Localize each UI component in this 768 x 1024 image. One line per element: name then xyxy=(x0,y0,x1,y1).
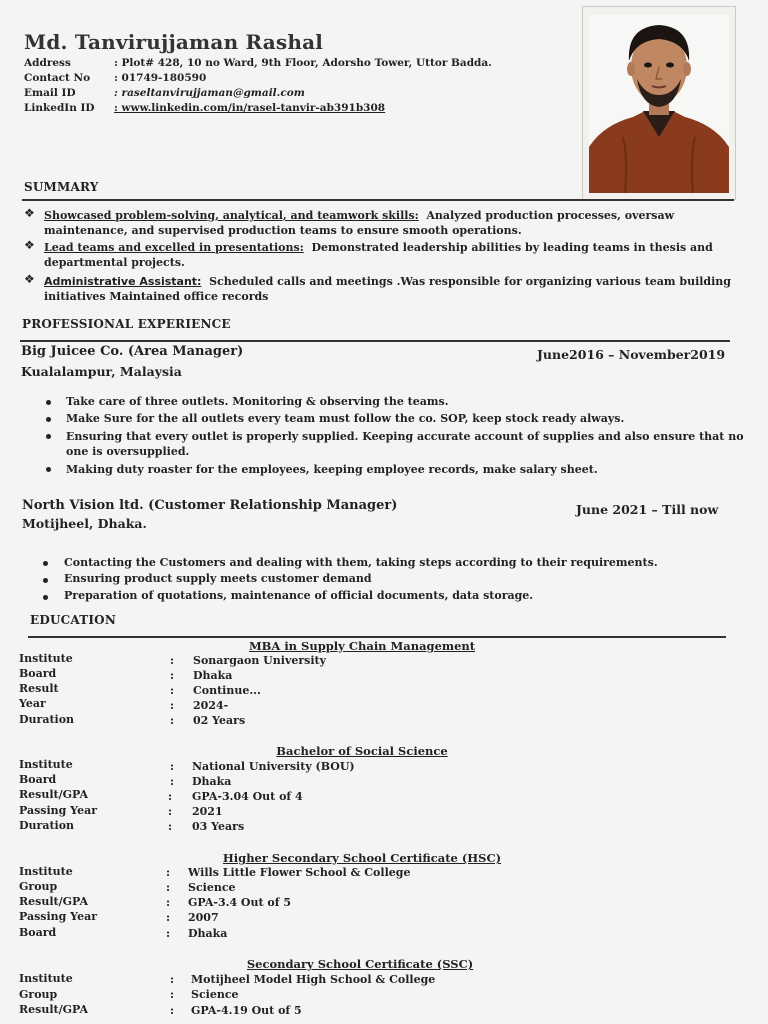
edu-value: 02 Years xyxy=(193,714,246,727)
edu-colon: : xyxy=(166,911,171,924)
summary-rule xyxy=(22,199,734,201)
edu-value: 2007 xyxy=(188,911,219,924)
edu-value: GPA-3.04 Out of 4 xyxy=(192,790,303,803)
edu-value: 2021 xyxy=(192,805,223,818)
degree-title: MBA in Supply Chain Management xyxy=(248,639,476,653)
edu-label: Board xyxy=(19,926,57,939)
edu-value: Science xyxy=(191,988,239,1001)
email-label: Email ID xyxy=(24,87,76,99)
job-bullet: Contacting the Customers and dealing with them, taking steps according to their requirements. xyxy=(64,556,658,569)
summary-item-1: Showcased problem-solving, analytical, and teamwork skills: Analyzed production processes, oversaw xyxy=(44,209,675,222)
edu-colon: : xyxy=(166,927,171,940)
edu-value: Sonargaon University xyxy=(193,654,326,667)
experience-rule xyxy=(20,340,730,342)
edu-value: National University (BOU) xyxy=(192,760,355,773)
job-dates: June2016 – November2019 xyxy=(537,347,726,362)
edu-colon: : xyxy=(166,896,171,909)
linkedin-link[interactable]: : www.linkedin.com/in/rasel-tanvir-ab391b308 xyxy=(114,102,386,114)
edu-colon: : xyxy=(170,760,175,773)
bullet-icon xyxy=(43,595,48,600)
bullet-icon xyxy=(46,417,51,422)
edu-value: Motijheel Model High School & College xyxy=(191,973,436,986)
job-bullet: Making duty roaster for the employees, keeping employee records, make salary sheet. xyxy=(66,463,598,476)
edu-value: Dhaka xyxy=(193,669,233,682)
edu-label: Result/GPA xyxy=(19,895,89,908)
degree-title: Higher Secondary School Certificate (HSC) xyxy=(222,851,502,865)
edu-label: Institute xyxy=(19,652,73,665)
job-title: North Vision ltd. (Customer Relationship Manager) xyxy=(22,498,398,513)
edu-colon: : xyxy=(168,790,173,803)
job-title: Big Juicee Co. (Area Manager) xyxy=(21,344,244,359)
edu-colon: : xyxy=(166,866,171,879)
email-value: : raseltanvirujjaman@gmail.com xyxy=(114,87,305,99)
job-location: Motijheel, Dhaka. xyxy=(22,516,147,531)
edu-colon: : xyxy=(170,973,175,986)
edu-value: Wills Little Flower School & College xyxy=(188,866,411,879)
edu-colon: : xyxy=(168,805,173,818)
job-bullet: Ensuring that every outlet is properly supplied. Keeping accurate account of supplies and also ensure that no xyxy=(66,430,744,443)
edu-label: Result/GPA xyxy=(19,1003,89,1016)
edu-label: Passing Year xyxy=(19,804,98,817)
job-bullet: Take care of three outlets. Monitoring & observing the teams. xyxy=(66,395,449,408)
diamond-bullet-icon: ❖ xyxy=(24,272,35,286)
edu-colon: : xyxy=(170,1004,175,1017)
edu-label: Institute xyxy=(19,972,73,985)
summary-item-3-cont: initiatives Maintained office records xyxy=(44,290,269,303)
edu-value: 03 Years xyxy=(192,820,245,833)
edu-value: 2024- xyxy=(193,699,229,712)
bullet-icon xyxy=(46,467,51,472)
edu-value: Dhaka xyxy=(192,775,232,788)
candidate-name: Md. Tanvirujjaman Rashal xyxy=(24,30,324,54)
degree-title: Secondary School Certificate (SSC) xyxy=(246,957,474,971)
experience-heading: PROFESSIONAL EXPERIENCE xyxy=(22,317,231,331)
edu-label: Result xyxy=(19,682,59,695)
education-heading: EDUCATION xyxy=(30,613,116,627)
bullet-icon xyxy=(46,434,51,439)
job-dates: June 2021 – Till now xyxy=(576,502,719,517)
edu-label: Result/GPA xyxy=(19,788,89,801)
edu-label: Passing Year xyxy=(19,910,98,923)
degree-title: Bachelor of Social Science xyxy=(276,744,448,758)
edu-colon: : xyxy=(170,714,175,727)
edu-value: Dhaka xyxy=(188,927,228,940)
summary-item-3: Administrative Assistant: Scheduled calls and meetings .Was responsible for organizing various team building xyxy=(44,275,731,288)
edu-colon: : xyxy=(168,820,173,833)
contact-label: Contact No xyxy=(24,72,91,84)
person-photo-icon xyxy=(583,7,735,199)
contact-value: : 01749-180590 xyxy=(114,72,207,84)
diamond-bullet-icon: ❖ xyxy=(24,206,35,220)
edu-value: Science xyxy=(188,881,236,894)
edu-colon: : xyxy=(166,881,171,894)
job-bullet: Preparation of quotations, maintenance of official documents, data storage. xyxy=(64,589,534,602)
edu-value: GPA-3.4 Out of 5 xyxy=(188,896,291,909)
edu-label: Year xyxy=(19,697,46,710)
diamond-bullet-icon: ❖ xyxy=(24,238,35,252)
edu-value: Continue... xyxy=(193,684,261,697)
edu-colon: : xyxy=(170,669,175,682)
address-label: Address xyxy=(24,57,71,69)
edu-value: GPA-4.19 Out of 5 xyxy=(191,1004,302,1017)
summary-item-1-cont: maintenance, and supervised production teams to ensure smooth operations. xyxy=(44,224,522,237)
summary-item-2: Lead teams and excelled in presentations: Demonstrated leadership abilities by leading teams in thesis and xyxy=(44,241,713,254)
edu-label: Board xyxy=(19,667,57,680)
job-bullet: Ensuring product supply meets customer demand xyxy=(64,572,372,585)
address-value: : Plot# 428, 10 no Ward, 9th Floor, Adorsho Tower, Uttor Badda. xyxy=(114,57,492,69)
edu-colon: : xyxy=(170,775,175,788)
bullet-icon xyxy=(43,561,48,566)
edu-label: Duration xyxy=(19,713,75,726)
edu-colon: : xyxy=(170,988,175,1001)
summary-item-2-cont: departmental projects. xyxy=(44,256,185,269)
profile-photo xyxy=(582,6,736,200)
edu-colon: : xyxy=(170,654,175,667)
edu-label: Institute xyxy=(19,758,73,771)
job-location: Kualalampur, Malaysia xyxy=(21,364,182,379)
job-bullet: Make Sure for the all outlets every team must follow the co. SOP, keep stock ready always. xyxy=(66,412,625,425)
job-bullet-cont: one is oversupplied. xyxy=(66,445,190,458)
bullet-icon xyxy=(43,578,48,583)
edu-label: Group xyxy=(19,988,58,1001)
summary-heading: SUMMARY xyxy=(24,180,99,194)
edu-label: Duration xyxy=(19,819,75,832)
linkedin-label: LinkedIn ID xyxy=(24,102,95,114)
edu-label: Institute xyxy=(19,865,73,878)
bullet-icon xyxy=(46,400,51,405)
education-rule xyxy=(28,636,726,638)
edu-colon: : xyxy=(170,684,175,697)
edu-label: Group xyxy=(19,880,58,893)
edu-colon: : xyxy=(170,699,175,712)
edu-label: Board xyxy=(19,773,57,786)
